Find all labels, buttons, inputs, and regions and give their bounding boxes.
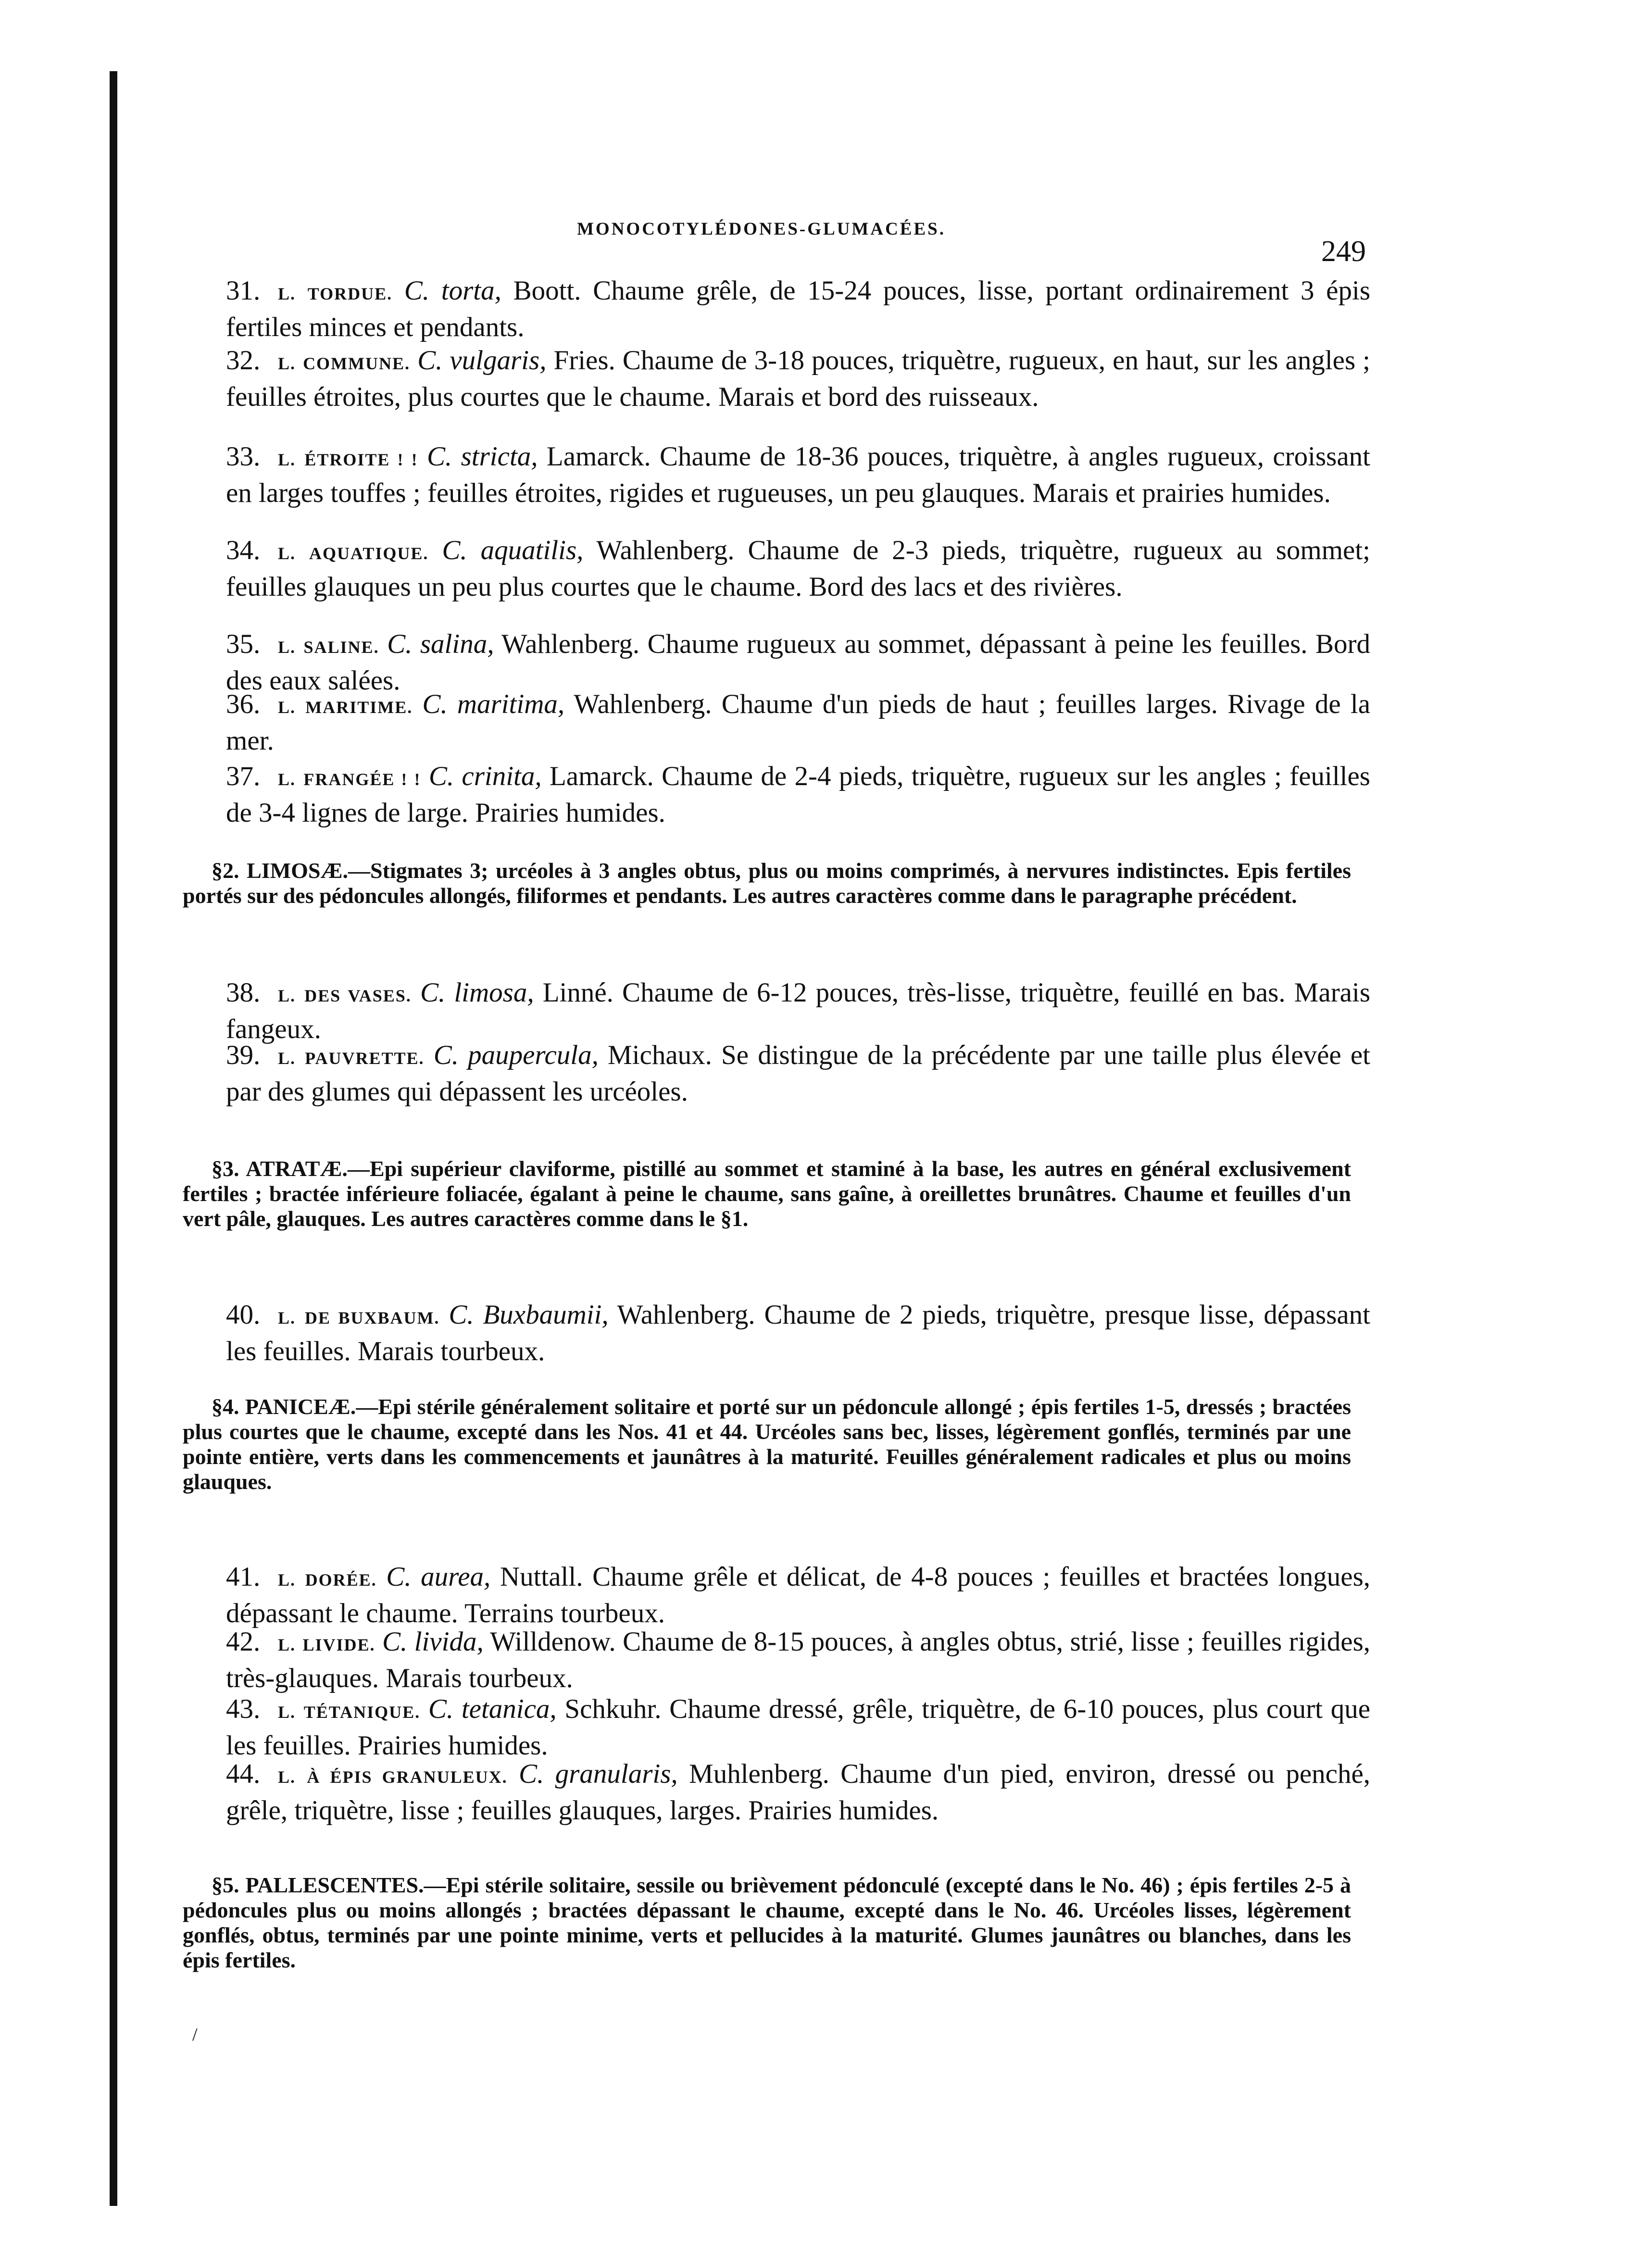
scientific-name: C. salina, [387, 629, 494, 659]
common-name: DES VASES. [304, 986, 412, 1005]
species-entry [226, 976, 1370, 1046]
entry-number: 44. [226, 1759, 261, 1789]
scientific-name: C. stricta, [426, 441, 538, 472]
entry-description: Chaume de 2 pieds, triquètre, presque lisse, dépassant les feuilles. Marais tourbeux. [226, 1300, 1371, 1366]
entry-description: Chaume de 2-4 pieds, triquètre, rugueux sur les angles ; feuilles de 3-4 lignes de large. Prairies humides. [226, 761, 1370, 828]
species-entry [226, 688, 1370, 758]
author-name: Boott. [501, 275, 581, 306]
entry-description: Chaume d'un pied, environ, dressé ou penché, grêle, triquètre, lisse ; feuilles glauques, larges. Prairies humides. [226, 1759, 1370, 1826]
species-entry [226, 1560, 1370, 1630]
section-label: §2. LIMOSÆ. [212, 858, 348, 883]
genus-abbreviation: L. [278, 284, 296, 303]
scientific-name: C. Buxbaumii, [449, 1300, 609, 1330]
entry-description: Chaume rugueux au sommet, dépassant à peine les feuilles. Bord des eaux salées. [226, 629, 1370, 696]
species-entry [226, 1757, 1370, 1828]
entry-description: Chaume grêle et délicat, de 4-8 pouces ; feuilles et bractées longues, dépassant le chaume. Terrains tourbeux. [226, 1562, 1371, 1628]
species-entry [226, 760, 1370, 830]
common-name: PAUVRETTE. [305, 1049, 425, 1068]
species-entry [226, 1692, 1370, 1763]
common-name: ÉTROITE ! ! [304, 450, 418, 469]
genus-abbreviation: L. [278, 1570, 296, 1590]
entry-description: Chaume de 3-18 pouces, triquètre, rugueux, en haut, sur les angles ; feuilles étroites, plus courtes que le chaume. Marais et bord des ruisseaux. [226, 345, 1371, 412]
common-name: FRANGÉE ! ! [303, 770, 421, 789]
entry-number: 34. [226, 535, 261, 565]
entry-number: 40. [226, 1300, 261, 1330]
common-name: AQUATIQUE. [309, 544, 429, 563]
entry-number: 38. [226, 977, 261, 1008]
species-entry [226, 1298, 1370, 1368]
section-paragraph [183, 1873, 1351, 1973]
genus-abbreviation: L. [278, 1308, 296, 1327]
common-name: LIVIDE. [302, 1635, 375, 1654]
entry-number: 43. [226, 1694, 261, 1724]
author-name: Wahlenberg. [583, 535, 735, 565]
section-label: §3. ATRATÆ. [212, 1156, 348, 1181]
author-name: Wahlenberg. [608, 1300, 755, 1330]
genus-abbreviation: L. [278, 770, 296, 789]
entry-description: Chaume dressé, grêle, triquètre, de 6-10 pouces, plus court que les feuilles. Prairies humides. [226, 1694, 1371, 1761]
author-name: Lamarck. [541, 761, 654, 791]
section-label: §4. PANICEÆ. [212, 1394, 356, 1419]
genus-abbreviation: L. [278, 450, 296, 469]
scientific-name: C. crinita, [428, 761, 542, 791]
entry-description: Chaume d'un pieds de haut ; feuilles larges. Rivage de la mer. [226, 689, 1370, 756]
entry-description: Chaume grêle, de 15-24 pouces, lisse, portant ordinairement 3 épis fertiles minces et pendants. [226, 275, 1370, 342]
author-name: Willdenow. [483, 1627, 616, 1657]
scientific-name: C. limosa, [420, 977, 534, 1008]
common-name: À ÉPIS GRANULEUX. [307, 1767, 508, 1787]
section-paragraph [183, 1156, 1351, 1231]
scientific-name: C. aurea, [386, 1562, 491, 1592]
scientific-name: C. paupercula, [433, 1040, 599, 1070]
author-name: Fries. [546, 345, 615, 376]
scientific-name: C. maritima, [422, 689, 565, 719]
author-name: Linné. [534, 977, 613, 1008]
entry-number: 39. [226, 1040, 261, 1070]
section-label: §5. PALLESCENTES. [212, 1873, 424, 1897]
genus-abbreviation: L. [278, 986, 296, 1005]
entry-number: 36. [226, 689, 261, 719]
entry-number: 31. [226, 275, 261, 306]
species-entry [226, 440, 1370, 510]
genus-abbreviation: L. [278, 354, 296, 373]
genus-abbreviation: L. [278, 1703, 296, 1722]
entry-number: 35. [226, 629, 261, 659]
section-text: —Epi stérile solitaire, sessile ou brièvement pédonculé (excepté dans le No. 46) ; épis fertiles 2-5 à pédoncules plus ou moins allongés ; bractées dépassant le chaume, excepté dans le No. 46. Urcéoles lisses, légèrement gonflés, obtus, terminés par une pointe minime, verts et pellucides à la maturité. Glumes jaunâtres ou blanches, dans les épis fertiles. [183, 1873, 1351, 1972]
author-name: Lamarck. [538, 441, 651, 472]
species-entry [226, 344, 1370, 414]
common-name: COMMUNE. [303, 354, 411, 373]
species-entry [226, 534, 1370, 604]
genus-abbreviation: L. [278, 1049, 296, 1068]
author-name: Nuttall. [490, 1562, 583, 1592]
author-name: Michaux. [598, 1040, 712, 1070]
genus-abbreviation: L. [278, 638, 296, 657]
entry-description: Chaume de 8-15 pouces, à angles obtus, strié, lisse ; feuilles rigides, très-glauques. Marais tourbeux. [226, 1627, 1371, 1693]
common-name: TORDUE. [307, 284, 393, 303]
scientific-name: C. aquatilis, [442, 535, 584, 565]
running-header: MONOCOTYLÉDONES-GLUMACÉES. [577, 219, 946, 239]
species-entry [226, 1625, 1370, 1695]
section-paragraph [183, 858, 1351, 908]
section-text: —Epi stérile généralement solitaire et porté sur un pédoncule allongé ; épis fertiles 1-5, dressés ; bractées plus courtes que le chaume, excepté dans les Nos. 41 et 44. Urcéoles sans bec, lisses, légèrement gonflés, terminés par une pointe entière, verts dans les commencements et jaunâtres à la maturité. Feuilles généralement radicales et plus ou moins glauques. [183, 1394, 1351, 1494]
section-text: —Epi supérieur claviforme, pistillé au sommet et staminé à la base, les autres en général exclusivement fertiles ; bractée inférieure foliacée, égalant à peine le chaume, sans gaîne, à oreillettes brunâtres. Chaume et feuilles d'un vert pâle, glauques. Les autres caractères comme dans le §1. [183, 1156, 1351, 1231]
entry-number: 42. [226, 1627, 261, 1657]
scientific-name: C. granularis, [519, 1759, 678, 1789]
genus-abbreviation: L. [278, 1635, 296, 1654]
scientific-name: C. vulgaris, [417, 345, 547, 376]
common-name: MARITIME. [305, 698, 413, 717]
species-entry [226, 1039, 1370, 1109]
entry-number: 41. [226, 1562, 261, 1592]
page-binding-edge [110, 71, 117, 2206]
section-text: —Stigmates 3; urcéoles à 3 angles obtus, plus ou moins comprimés, à nervures indistinctes. Epis fertiles portés sur des pédoncules allongés, filiformes et pendants. Les autres caractères comme dans le paragraphe précédent. [183, 858, 1351, 908]
author-name: Wahlenberg. [564, 689, 712, 719]
entry-description: Chaume de 6-12 pouces, très-lisse, triquètre, feuillé en bas. Marais fangeux. [226, 977, 1370, 1044]
scientific-name: C. tetanica, [428, 1694, 557, 1724]
section-paragraph [183, 1394, 1351, 1494]
entry-number: 37. [226, 761, 261, 791]
page-number: 249 [1321, 235, 1366, 268]
common-name: SALINE. [303, 638, 379, 657]
scientific-name: C. torta, [404, 275, 501, 306]
author-name: Wahlenberg. [494, 629, 640, 659]
common-name: DE BUXBAUM. [304, 1308, 440, 1327]
species-entry [226, 274, 1370, 344]
stray-ink-mark: / [192, 2025, 198, 2045]
entry-description: Chaume de 18-36 pouces, triquètre, à angles rugueux, croissant en larges touffes ; feuilles étroites, rigides et rugueuses, un peu glauques. Marais et prairies humides. [226, 441, 1370, 508]
genus-abbreviation: L. [278, 1767, 296, 1787]
scientific-name: C. livida, [382, 1627, 484, 1657]
common-name: TÉTANIQUE. [303, 1703, 421, 1722]
author-name: Muhlenberg. [677, 1759, 829, 1789]
common-name: DORÉE. [305, 1570, 377, 1590]
entry-number: 32. [226, 345, 261, 376]
genus-abbreviation: L. [278, 698, 296, 717]
entry-number: 33. [226, 441, 261, 472]
genus-abbreviation: L. [278, 544, 296, 563]
author-name: Schkuhr. [556, 1694, 662, 1724]
entry-description: Chaume de 2-3 pieds, triquètre, rugueux au sommet; feuilles glauques un peu plus courtes que le chaume. Bord des lacs et des rivières. [226, 535, 1371, 602]
entry-description: Se distingue de la précédente par une taille plus élevée et par des glumes qui dépassent les urcéoles. [226, 1040, 1371, 1107]
